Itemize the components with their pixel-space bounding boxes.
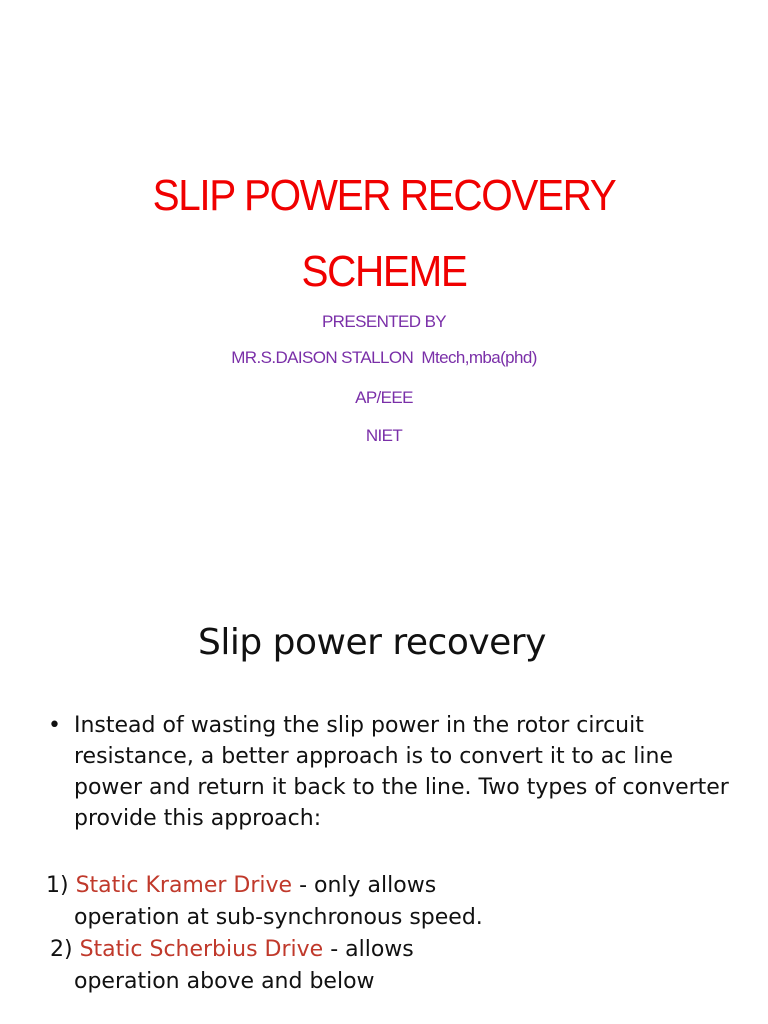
drive-list <box>46 870 746 998</box>
drive-name: Static Scherbius Drive <box>79 937 324 962</box>
slide-heading: Slip power recovery <box>198 622 546 663</box>
presented-by-label: PRESENTED BY <box>321 312 447 331</box>
slide-title-line-1: SLIP POWER RECOVERY <box>152 171 616 220</box>
presenter-institution: NIET <box>365 426 403 445</box>
list-item-number: 2) <box>50 937 80 962</box>
drive-name: Static Kramer Drive <box>75 873 293 898</box>
list-item-continuation: operation at sub-synchronous speed. <box>74 905 483 930</box>
bullet-point <box>48 710 738 834</box>
list-item-number: 1) <box>46 873 76 898</box>
bullet-marker: • <box>48 713 61 738</box>
presenter-designation: AP/EEE <box>355 388 413 407</box>
content-slide <box>0 600 768 1024</box>
list-item <box>46 934 746 966</box>
presenter-name: MR.S.DAISON STALLON Mtech,mba(phd) <box>231 348 537 367</box>
drive-description: - allows <box>323 937 414 962</box>
drive-description: - only allows <box>292 873 437 898</box>
list-item <box>46 870 746 902</box>
slide-title <box>31 158 738 310</box>
slide-title-line-2: SCHEME <box>301 247 467 296</box>
bullet-text: Instead of wasting the slip power in the rotor circuit resistance, a better approach is to convert it to ac line power and return it back to the line. Two types of converter provide this approach: <box>74 713 729 831</box>
list-item-continuation: operation above and below <box>74 969 375 994</box>
